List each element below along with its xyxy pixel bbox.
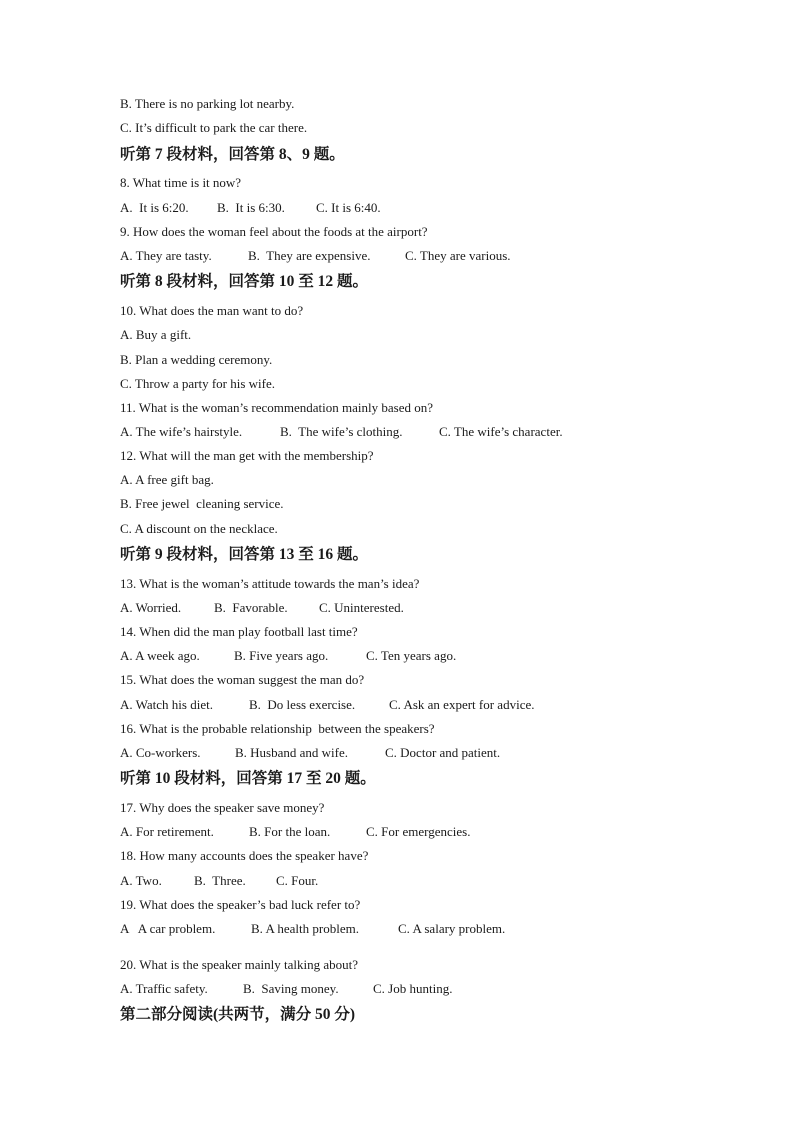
- question-line: 12. What will the man get with the membership?: [120, 448, 374, 463]
- question-line: 14. When did the man play football last time?: [120, 624, 358, 639]
- option-a: A. They are tasty.: [120, 248, 212, 263]
- question-line: 20. What is the speaker mainly talking about?: [120, 957, 359, 972]
- option-b: B. Do less exercise.: [249, 697, 356, 712]
- option-c: C. They are various.: [405, 248, 511, 263]
- option-c: C. Four.: [276, 873, 319, 888]
- option-b: B. For the loan.: [249, 824, 331, 839]
- question-line: 8. What time is it now?: [120, 175, 242, 190]
- option-a: A. A week ago.: [120, 648, 200, 663]
- section-heading: 听第 9 段材料，回答第 13 至 16 题。: [120, 546, 369, 563]
- option-c: C. For emergencies.: [366, 824, 471, 839]
- option-c: C. Uninterested.: [319, 600, 404, 615]
- option-c: C. Doctor and patient.: [385, 745, 501, 760]
- question-line: 17. Why does the speaker save money?: [120, 800, 325, 815]
- option-b: B. Saving money.: [243, 981, 339, 996]
- option-a: A. Watch his diet.: [120, 697, 213, 712]
- option-c: C. A salary problem.: [398, 921, 506, 936]
- option-a: A A car problem.: [120, 921, 216, 936]
- option-b: B. They are expensive.: [248, 248, 371, 263]
- section-heading: 听第 7 段材料，回答第 8、9 题。: [120, 146, 345, 163]
- question-line: 9. How does the woman feel about the foods at the airport?: [120, 224, 428, 239]
- option-line: C. It’s difficult to park the car there.: [120, 120, 308, 135]
- option-line: C. A discount on the necklace.: [120, 521, 278, 536]
- option-a: A. Traffic safety.: [120, 981, 208, 996]
- section-heading: 听第 8 段材料，回答第 10 至 12 题。: [120, 273, 369, 290]
- option-a: A. The wife’s hairstyle.: [120, 424, 243, 439]
- option-a: A. Co-workers.: [120, 745, 201, 760]
- option-c: C. It is 6:40.: [316, 200, 381, 215]
- option-a: A. Worried.: [120, 600, 182, 615]
- option-b: B. It is 6:30.: [217, 200, 285, 215]
- option-b: B. Three.: [194, 873, 246, 888]
- option-b: B. Husband and wife.: [235, 745, 349, 760]
- option-a: A. Two.: [120, 873, 162, 888]
- option-c: C. The wife’s character.: [439, 424, 563, 439]
- part-heading: 第二部分阅读(共两节，满分 50 分): [120, 1006, 356, 1023]
- option-b: B. The wife’s clothing.: [280, 424, 403, 439]
- option-line: A. A free gift bag.: [120, 472, 214, 487]
- option-b: B. A health problem.: [251, 921, 359, 936]
- question-line: 11. What is the woman’s recommendation mainly based on?: [120, 400, 434, 415]
- question-line: 16. What is the probable relationship between the speakers?: [120, 721, 435, 736]
- option-c: C. Job hunting.: [373, 981, 453, 996]
- option-line: B. Plan a wedding ceremony.: [120, 352, 273, 367]
- option-line: B. There is no parking lot nearby.: [120, 96, 295, 111]
- question-line: 13. What is the woman’s attitude towards the man’s idea?: [120, 576, 420, 591]
- option-a: A. It is 6:20.: [120, 200, 189, 215]
- option-line: A. Buy a gift.: [120, 327, 192, 342]
- question-line: 18. How many accounts does the speaker have?: [120, 848, 369, 863]
- option-b: B. Favorable.: [214, 600, 288, 615]
- option-a: A. For retirement.: [120, 824, 214, 839]
- section-heading: 听第 10 段材料，回答第 17 至 20 题。: [120, 770, 376, 787]
- option-b: B. Five years ago.: [234, 648, 329, 663]
- option-line: C. Throw a party for his wife.: [120, 376, 276, 391]
- option-c: C. Ask an expert for advice.: [389, 697, 535, 712]
- question-line: 10. What does the man want to do?: [120, 303, 304, 318]
- option-line: B. Free jewel cleaning service.: [120, 496, 284, 511]
- question-line: 15. What does the woman suggest the man do?: [120, 672, 365, 687]
- question-line: 19. What does the speaker’s bad luck refer to?: [120, 897, 361, 912]
- option-c: C. Ten years ago.: [366, 648, 457, 663]
